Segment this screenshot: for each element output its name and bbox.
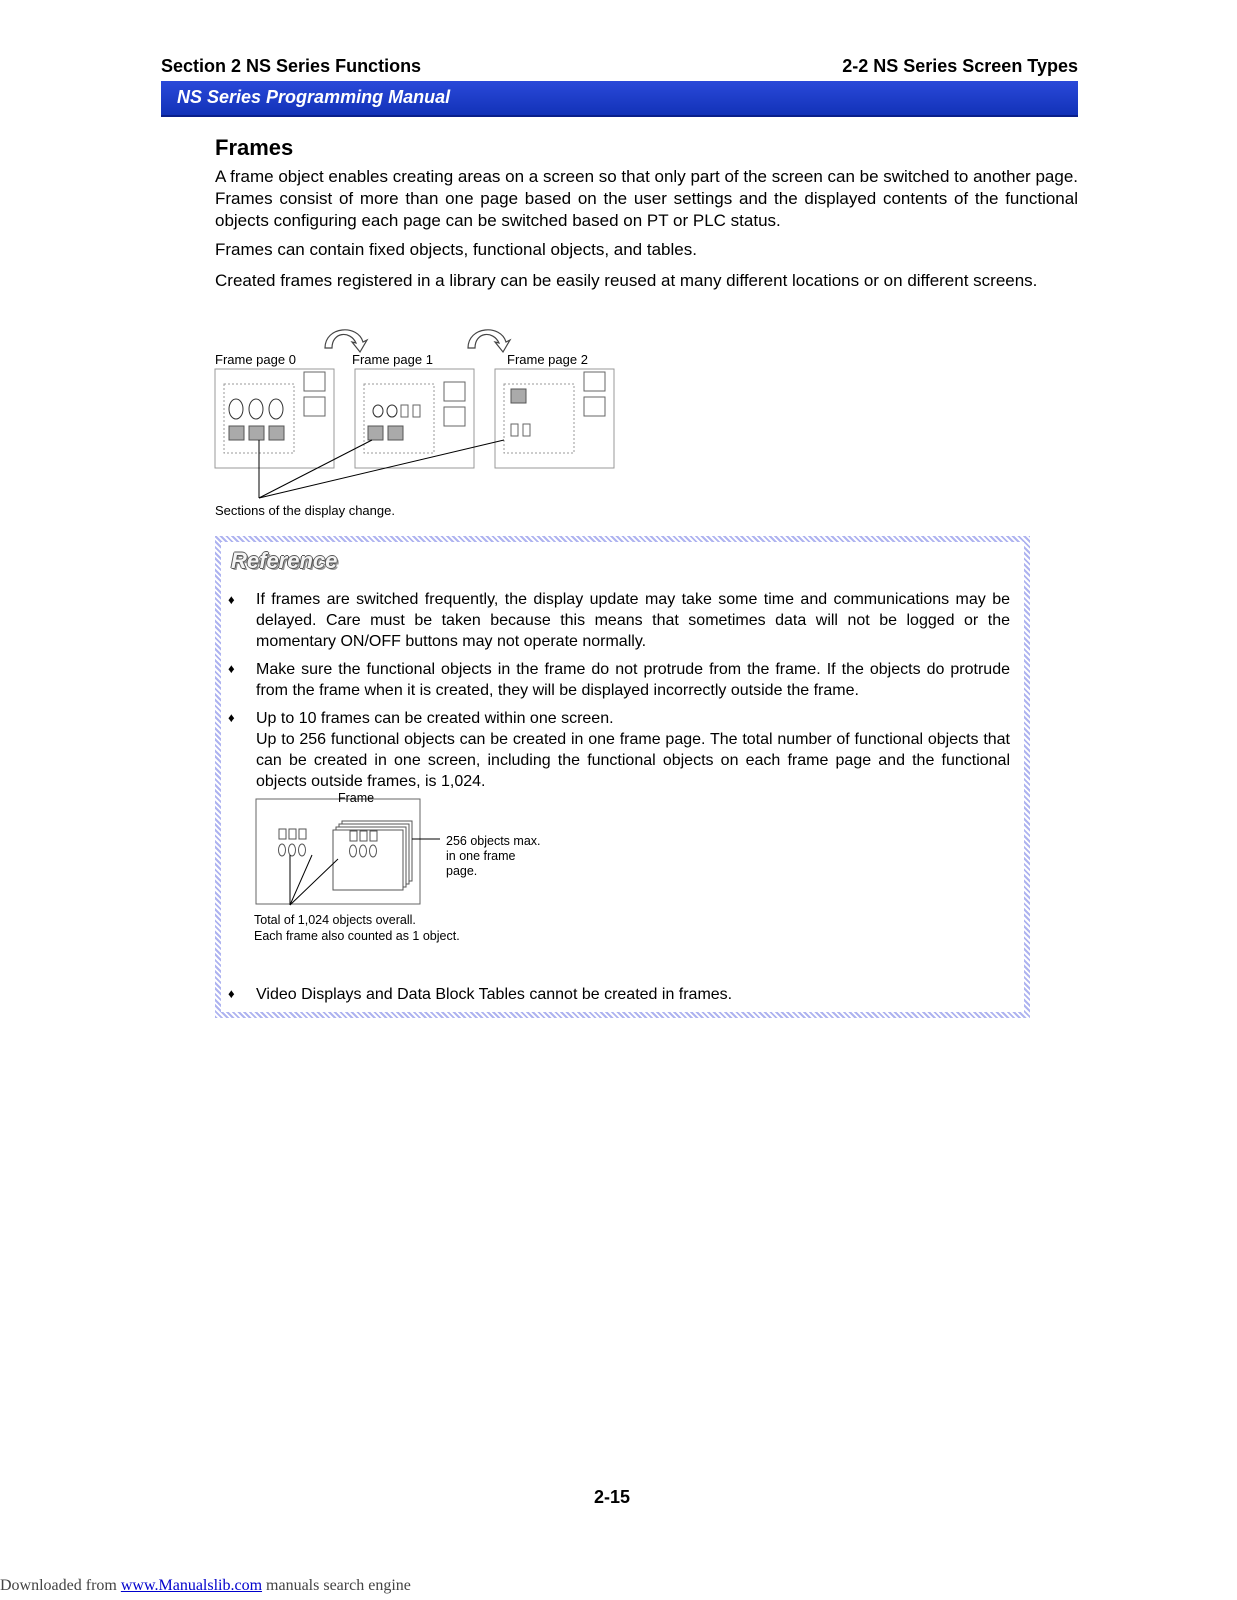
reference-item-4: Video Displays and Data Block Tables cannot be created in frames. xyxy=(256,986,733,1003)
page-number: 2-15 xyxy=(594,1487,631,1507)
note-line-2: in one frame xyxy=(446,849,516,863)
frame-page-1 xyxy=(355,369,474,468)
section-header: Section 2 NS Series Functions xyxy=(161,56,422,76)
frame-page-1-label: Frame page 1 xyxy=(352,352,433,367)
note-line-3: page. xyxy=(446,864,478,878)
download-footer xyxy=(0,1577,411,1595)
total-line-2: Each frame also counted as 1 object. xyxy=(254,929,460,943)
section-title: Frames xyxy=(215,135,294,160)
reference-title: Reference xyxy=(231,548,338,573)
frame-pages-diagram xyxy=(200,320,640,520)
subsection-header: 2-2 NS Series Screen Types xyxy=(842,56,1078,76)
bullet-icon: ♦ xyxy=(228,986,235,1001)
figure-caption: Sections of the display change. xyxy=(215,503,395,518)
reference-item-3-line-2: Up to 256 functional objects can be created in one frame page. The total number of functional objects that can be created in one screen, including the functional objects on each frame page and the functional objects outside frames, is 1,024. xyxy=(256,731,1010,790)
frame-page-2-label: Frame page 2 xyxy=(507,352,588,367)
reference-item-3-line-1: Up to 10 frames can be created within one screen. xyxy=(256,710,614,727)
frame-page-2 xyxy=(495,369,614,468)
frame-page-0-label: Frame page 0 xyxy=(215,352,296,367)
note-line-1: 256 objects max. xyxy=(446,834,541,848)
reference-item-1: If frames are switched frequently, the display update may take some time and communications may be delayed. Care must be taken because this means that sometimes data will not be logged or the momentary ON/OFF buttons may not operate normally. xyxy=(256,591,1010,650)
frames-paragraph-3: Created frames registered in a library can be easily reused at many different locations or on different screens. xyxy=(215,271,1038,290)
footer-prefix: Downloaded from xyxy=(0,1577,121,1594)
bullet-icon: ♦ xyxy=(228,661,235,676)
frames-paragraph-2: Frames can contain fixed objects, functional objects, and tables. xyxy=(215,240,697,259)
frame-label: Frame xyxy=(338,791,375,805)
manual-title: NS Series Programming Manual xyxy=(177,87,451,107)
total-line-1: Total of 1,024 objects overall. xyxy=(254,913,416,927)
reference-item-2: Make sure the functional objects in the frame do not protrude from the frame. If the objects do protrude from the frame when it is created, they will be displayed incorrectly outside the frame. xyxy=(256,661,1010,699)
frame-page-0 xyxy=(215,369,334,468)
footer-suffix: manuals search engine xyxy=(262,1577,411,1594)
frames-paragraph-1: A frame object enables creating areas on a screen so that only part of the screen can be switched to another page. Frames consist of more than one page based on the user settings and the displayed contents of the functional objects configuring each page can be switched based on PT or PLC status. xyxy=(215,167,1078,230)
bullet-icon: ♦ xyxy=(228,710,235,725)
bullet-icon: ♦ xyxy=(228,592,235,607)
switch-arrow-icon xyxy=(325,330,510,352)
manualslib-link[interactable]: www.Manualslib.com xyxy=(120,1577,263,1594)
manual-banner xyxy=(161,81,1078,117)
